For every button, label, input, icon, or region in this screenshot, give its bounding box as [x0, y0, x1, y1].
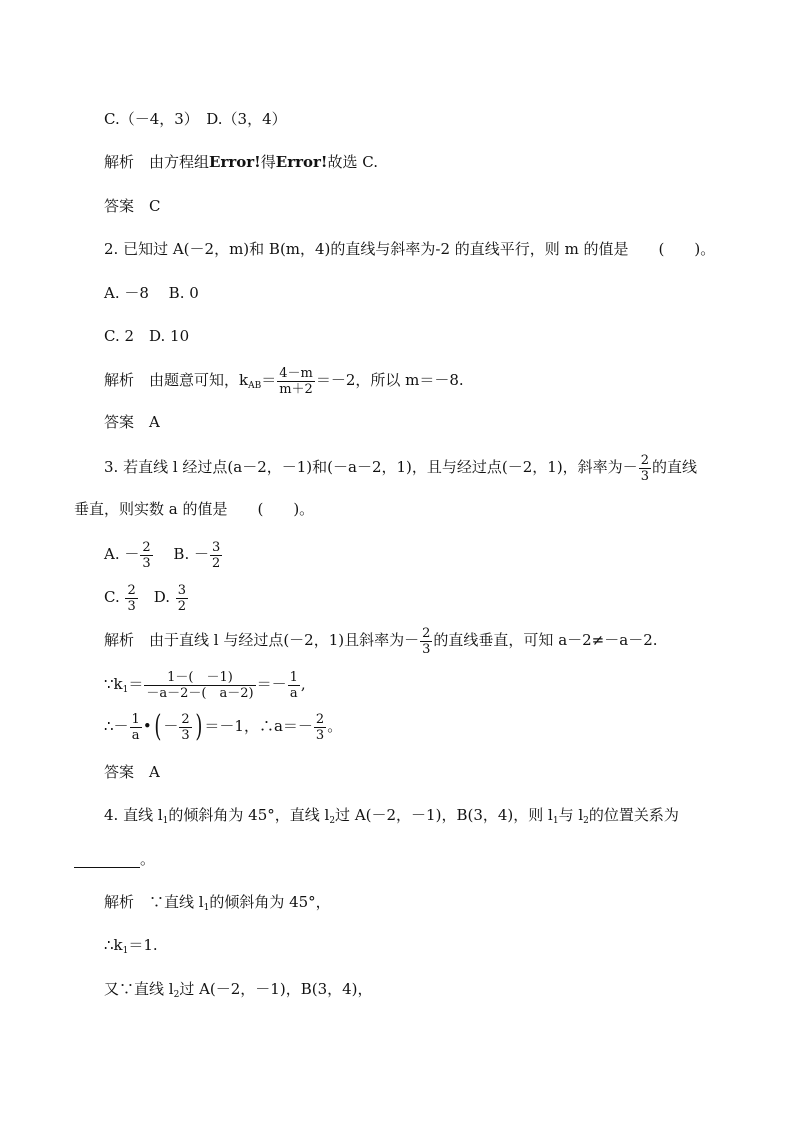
text: C. [104, 588, 125, 606]
text: ∴－ [104, 717, 129, 735]
fraction [288, 670, 300, 701]
subscript: 1 [552, 816, 559, 826]
subscript: 1 [162, 816, 169, 826]
text: 过 A(－2，－1)，B(3，4)， [179, 980, 373, 998]
text: 又∵直线 l [104, 980, 174, 998]
denominator: －a－2－( a－2) [146, 685, 254, 701]
line-options-c-d-2: C. 2 D. 10 [104, 327, 190, 345]
denominator: 3 [142, 555, 151, 571]
text: ＝1. [128, 936, 158, 954]
numerator: 3 [177, 582, 187, 598]
fraction [140, 540, 152, 571]
denominator: 3 [422, 641, 431, 657]
text: 的直线 [651, 458, 697, 476]
text: ＝－ [256, 675, 287, 693]
text: D. [138, 588, 175, 606]
text: 的直线垂直，可知 a－2≠－a－2. [433, 631, 658, 649]
text: 的倾斜角为 45°， [209, 893, 331, 911]
line-options-a-b: A. －8 B. 0 [104, 284, 199, 302]
fraction [420, 626, 432, 657]
line-l2-points [104, 980, 373, 1004]
subscript: 2 [173, 990, 180, 1000]
text: ＝ [128, 675, 144, 693]
fraction [179, 712, 191, 743]
line-options-3cd [104, 577, 189, 617]
line-options-3ab [104, 534, 223, 574]
fraction [125, 583, 137, 614]
text: 得 [260, 153, 276, 171]
line-question-3 [104, 447, 697, 487]
text: 与 l [558, 806, 584, 824]
right-paren: ) [195, 709, 203, 744]
line-answer-2: 答案 A [104, 413, 160, 431]
text: － [163, 717, 179, 735]
line-analysis-4 [104, 893, 331, 917]
fraction [144, 670, 255, 701]
fraction [176, 583, 188, 614]
text: 解析 由题意可知，k [104, 371, 249, 389]
denominator: 2 [211, 555, 221, 571]
line-analysis-2 [104, 360, 464, 406]
text: 。 [327, 717, 343, 735]
text: 的倾斜角为 45°，直线 l [168, 806, 330, 824]
dot-operator: • [142, 717, 152, 735]
numerator: 1 [131, 711, 140, 727]
subscript: 2 [329, 816, 336, 826]
numerator: 2 [640, 452, 649, 468]
text: 过 A(－2，－1)，B(3，4)，则 l [335, 806, 553, 824]
fraction [277, 366, 315, 397]
line-k1-formula [104, 664, 306, 710]
fraction [130, 712, 142, 743]
answer-blank [74, 853, 140, 868]
text: ∵k [104, 675, 123, 693]
text: 故选 C. [327, 153, 378, 171]
numerator: 3 [211, 539, 221, 555]
fraction [314, 712, 326, 743]
line-analysis-3 [104, 620, 658, 660]
denominator: a [131, 727, 140, 743]
subscript: 2 [583, 816, 589, 826]
subscript: AB [248, 381, 262, 391]
text: 解析 由方程组 [104, 153, 210, 171]
subscript: 1 [122, 685, 129, 695]
denominator: 3 [181, 727, 190, 743]
subscript: 1 [203, 903, 210, 913]
line-answer-1: 答案 C [104, 197, 161, 215]
numerator: 1－( －1) [144, 670, 255, 686]
text: 解析 由于直线 l 与经过点(－2，1)且斜率为－ [104, 631, 420, 649]
line-options-c-d: C.（－4，3） D.（3，4） [104, 110, 287, 128]
numerator: 2 [181, 711, 190, 727]
denominator: 3 [640, 468, 649, 484]
text: ＝－1，∴a＝－ [204, 717, 313, 735]
text: 4. 直线 l [104, 806, 163, 824]
numerator: 4－m [279, 365, 313, 381]
text: 解析 ∵直线 l [104, 893, 204, 911]
line-question-4 [104, 806, 679, 830]
numerator: 2 [142, 539, 151, 555]
line-question-2: 2. 已知过 A(－2，m)和 B(m，4)的直线与斜率为-2 的直线平行，则 m 的值是 ( )。 [104, 240, 716, 258]
text: B. － [153, 545, 209, 563]
numerator: 1 [289, 669, 298, 685]
text: , [300, 675, 306, 693]
numerator: 2 [127, 582, 136, 598]
subscript: 1 [122, 946, 129, 956]
denominator: 3 [127, 598, 136, 614]
left-paren: ( [154, 709, 162, 744]
fraction [210, 540, 222, 571]
text: ＝－2，所以 m＝－8. [315, 371, 464, 389]
line-product-formula [104, 706, 342, 746]
text: 的位置关系为 [588, 806, 679, 824]
error-text: Error! [275, 153, 328, 171]
line-question-3-cont: 垂直，则实数 a 的值是 ( )。 [74, 500, 315, 518]
text: A. － [104, 545, 140, 563]
denominator: 2 [177, 598, 187, 614]
text: ＝ [261, 371, 277, 389]
numerator: 2 [422, 625, 431, 641]
error-text: Error! [209, 153, 261, 171]
text: ∴k [104, 936, 123, 954]
numerator: 2 [315, 711, 325, 727]
line-answer-3: 答案 A [104, 763, 160, 781]
text: 3. 若直线 l 经过点(a－2，－1)和(－a－2，1)，且与经过点(－2，1)，斜率为－ [104, 458, 638, 476]
denominator: a [289, 685, 298, 701]
line-question-4-blank [74, 850, 155, 868]
line-k1-value [104, 936, 158, 960]
fraction [639, 453, 651, 484]
text: 。 [140, 850, 156, 868]
denominator: m＋2 [279, 381, 313, 397]
denominator: 3 [315, 727, 325, 743]
line-analysis-1 [104, 153, 378, 171]
